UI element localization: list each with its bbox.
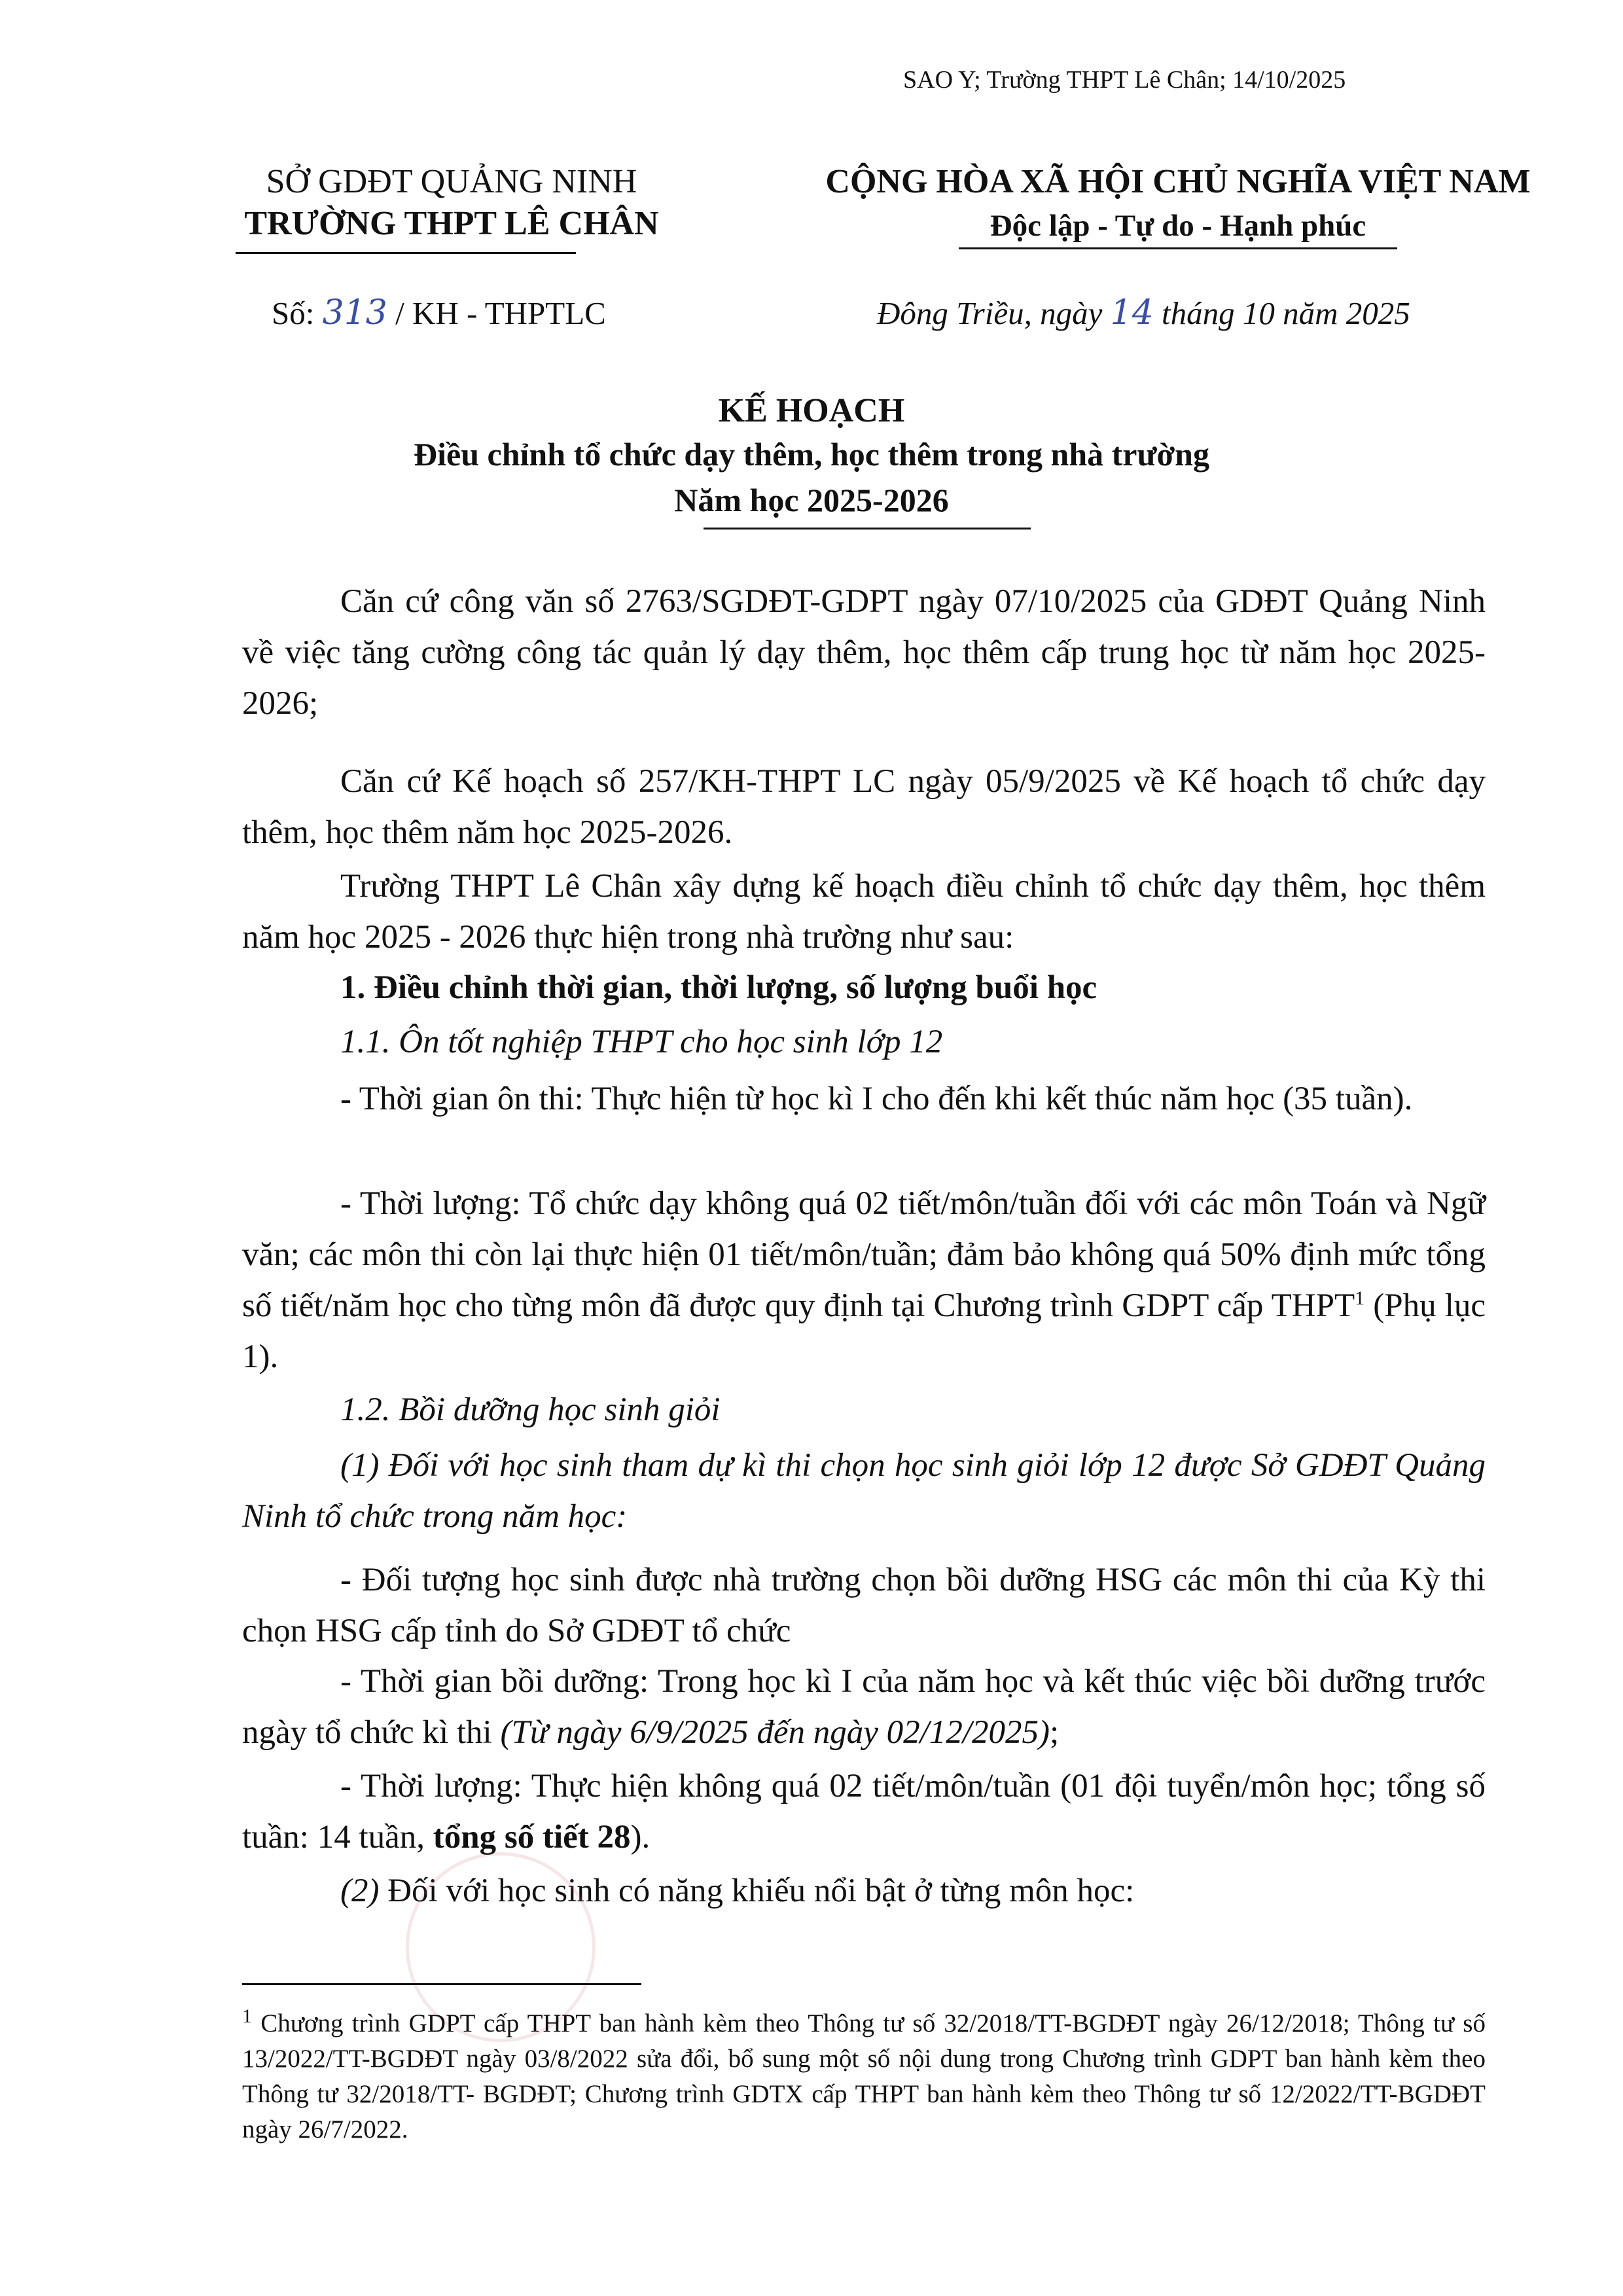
- training-time-text: - Thời gian bồi dưỡng: Trong học kì I của năm học và kết thúc việc bồi dưỡng trước ngày tổ chức kì thi: [242, 1663, 1486, 1751]
- year-underline: [704, 528, 1031, 529]
- gifted-label: (2): [340, 1873, 380, 1909]
- country-name: CỘNG HÒA XÃ HỘI CHỦ NGHĨA VIỆT NAM: [825, 163, 1531, 200]
- plan-title: KẾ HOẠCH: [718, 392, 905, 429]
- training-duration-text: - Thời lượng: Thực hiện không quá 02 tiết/môn/tuần (01 đội tuyển/môn học; tổng số tuần: 14 tuần,: [242, 1768, 1486, 1856]
- gifted-text: Đối với học sinh có năng khiếu nổi bật ở từng môn học:: [379, 1873, 1135, 1909]
- footnote: [242, 2006, 1486, 2147]
- agency-name: SỞ GDĐT QUẢNG NINH: [266, 163, 637, 200]
- plan-subtitle: Điều chỉnh tổ chức dạy thêm, học thêm trong nhà trường: [414, 436, 1209, 473]
- training-total-periods: tổng số tiết 28: [433, 1819, 631, 1856]
- paragraph-training-time: [242, 1656, 1486, 1758]
- school-underline: [236, 252, 576, 254]
- footnote-ref: 1: [1355, 1287, 1365, 1309]
- footnote-separator: [242, 1983, 641, 1985]
- date-day-handwritten: 14: [1110, 293, 1154, 332]
- duration-end: (Phụ lục 1).: [242, 1287, 1486, 1375]
- footnote-text: Chương trình GDPT cấp THPT ban hành kèm theo Thông tư số 32/2018/TT-BGDĐT ngày 26/12/2018; Thông tư số 13/2022/TT-BGDĐT ngày 03/8/2022 sửa đổi, bổ sung một số nội dung trong Chương trình GDPT ban hành kèm theo Thông tư 32/2018/TT- BGDĐT; Chương trình GDTX cấp THPT ban hành kèm theo Thông tư số 12/2022/TT-BGDĐT ngày 26/7/2022.: [242, 2009, 1486, 2144]
- training-time-range: (Từ ngày 6/9/2025 đến ngày 02/12/2025): [500, 1714, 1050, 1751]
- paragraph-legal-basis-1: Căn cứ công văn số 2763/SGDĐT-GDPT ngày 07/10/2025 của GDĐT Quảng Ninh về việc tăng cường công tác quản lý dạy thêm, học thêm cấp trung học từ năm học 2025-2026;: [242, 583, 1486, 722]
- date-place: Đông Triều, ngày: [877, 295, 1111, 331]
- paragraph-training-duration: [242, 1761, 1486, 1863]
- doc-number-suffix: / KH - THPTLC: [387, 295, 606, 331]
- section-1-2-subheading: (1) Đối với học sinh tham dự kì thi chọn học sinh giỏi lớp 12 được Sở GDĐT Quảng Ninh tổ chức trong năm học:: [242, 1447, 1486, 1535]
- plan-school-year: Năm học 2025-2026: [674, 482, 949, 518]
- date-rest: tháng 10 năm 2025: [1153, 295, 1410, 331]
- paragraph-students: - Đối tượng học sinh được nhà trường chọn bồi dưỡng HSG các môn thi của Kỳ thi chọn HSG cấp tỉnh do Sở GDĐT tổ chức: [242, 1562, 1486, 1649]
- doc-number-prefix: Số:: [272, 295, 323, 331]
- doc-number-handwritten: 313: [322, 293, 387, 332]
- date-line: [877, 293, 1410, 332]
- school-name: TRƯỜNG THPT LÊ CHÂN: [244, 205, 659, 242]
- training-duration-end: ).: [630, 1819, 651, 1856]
- paragraph-legal-basis-2: Căn cứ Kế hoạch số 257/KH-THPT LC ngày 05/9/2025 về Kế hoạch tổ chức dạy thêm, học thêm năm học 2025-2026.: [242, 763, 1486, 851]
- paragraph-intro: Trường THPT Lê Chân xây dựng kế hoạch điều chỉnh tổ chức dạy thêm, học thêm năm học 2025 - 2026 thực hiện trong nhà trường như sau:: [242, 868, 1486, 956]
- footnote-number: 1: [242, 2005, 252, 2027]
- copy-stamp: SAO Y; Trường THPT Lê Chân; 14/10/2025: [903, 66, 1346, 94]
- section-1-1-heading: 1.1. Ôn tốt nghiệp THPT cho học sinh lớp 12: [340, 1024, 943, 1060]
- motto-underline: [959, 247, 1397, 249]
- section-1-2-heading: 1.2. Bồi dưỡng học sinh giỏi: [340, 1391, 721, 1428]
- section-1-heading: 1. Điều chỉnh thời gian, thời lượng, số lượng buổi học: [340, 969, 1097, 1006]
- duration-text: - Thời lượng: Tổ chức dạy không quá 02 tiết/môn/tuần đối với các môn Toán và Ngữ văn; các môn thi còn lại thực hiện 01 tiết/môn/tuần; đảm bảo không quá 50% định mức tổng số tiết/năm học cho từng môn đã được quy định tại Chương trình GDPT cấp THPT: [242, 1185, 1486, 1324]
- national-motto: Độc lập - Tự do - Hạnh phúc: [990, 209, 1366, 243]
- paragraph-duration: [242, 1178, 1486, 1382]
- paragraph-exam-time: - Thời gian ôn thi: Thực hiện từ học kì I cho đến khi kết thúc năm học (35 tuần).: [340, 1081, 1413, 1117]
- training-time-end: ;: [1049, 1714, 1060, 1751]
- document-number: [272, 293, 606, 332]
